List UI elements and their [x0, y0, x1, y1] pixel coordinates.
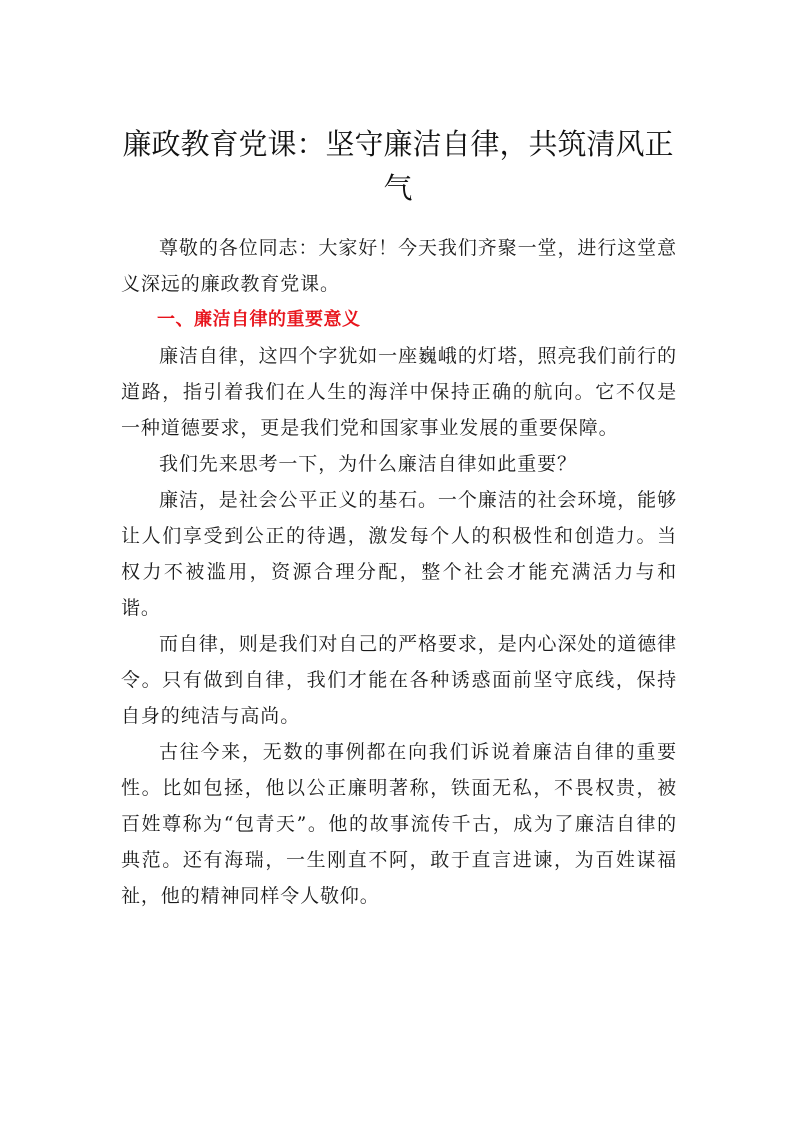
document-body — [121, 230, 677, 914]
greeting-paragraph: 尊敬的各位同志：大家好！今天我们齐聚一堂，进行这堂意义深远的廉政教育党课。 — [121, 237, 677, 295]
section-heading: 一、廉洁自律的重要意义 — [157, 309, 361, 330]
document-title: 廉政教育党课：坚守廉洁自律，共筑清风正气 — [122, 127, 674, 205]
body-paragraph: 而自律，则是我们对自己的严格要求，是内心深处的道德律令。只有做到自律，我们才能在各种诱惑面前坚守底线，保持自身的纯洁与高尚。 — [121, 633, 677, 727]
body-paragraph: 古往今来，无数的事例都在向我们诉说着廉洁自律的重要性。比如包拯，他以公正廉明著称，铁面无私，不畏权贵，被百姓尊称为“包青天”。他的故事流传千古，成为了廉洁自律的典范。还有海瑞，一生刚直不阿，敢于直言进谏，为百姓谋福祉，他的精神同样令人敬仰。 — [121, 741, 677, 907]
body-paragraph: 我们先来思考一下，为什么廉洁自律如此重要？ — [159, 453, 577, 475]
body-paragraph: 廉洁，是社会公平正义的基石。一个廉洁的社会环境，能够让人们享受到公正的待遇，激发每个人的积极性和创造力。当权力不被滥用，资源合理分配，整个社会才能充满活力与和谐。 — [121, 489, 677, 619]
body-paragraph: 廉洁自律，这四个字犹如一座巍峨的灯塔，照亮我们前行的道路，指引着我们在人生的海洋中保持正确的航向。它不仅是一种道德要求，更是我们党和国家事业发展的重要保障。 — [121, 345, 677, 439]
